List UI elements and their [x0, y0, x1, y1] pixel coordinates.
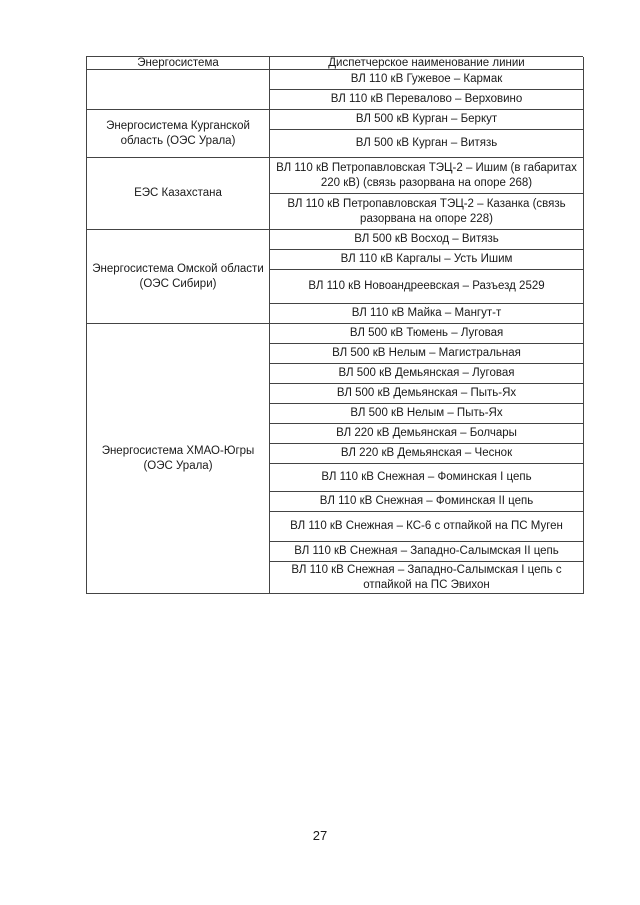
line-name-cell: ВЛ 110 кВ Гужевое – Кармак — [270, 70, 584, 90]
line-name-cell: ВЛ 110 кВ Снежная – Западно-Салымская I цепь с отпайкой на ПС Эвихон — [270, 562, 584, 594]
line-name-cell: ВЛ 110 кВ Петропавловская ТЭЦ-2 – Казанка (связь разорвана на опоре 228) — [270, 194, 584, 230]
energy-system-cell — [87, 70, 270, 110]
line-name-cell: ВЛ 500 кВ Курган – Беркут — [270, 110, 584, 130]
line-name-cell: ВЛ 110 кВ Петропавловская ТЭЦ-2 – Ишим (в габаритах 220 кВ) (связь разорвана на опоре 268) — [270, 158, 584, 194]
line-name-cell: ВЛ 110 кВ Снежная – Фоминская II цепь — [270, 492, 584, 512]
line-name-cell: ВЛ 220 кВ Демьянская – Чеснок — [270, 444, 584, 464]
transmission-lines-table — [86, 56, 583, 594]
table-grid — [87, 57, 583, 594]
line-name-cell: ВЛ 110 кВ Снежная – КС-6 с отпайкой на ПС Муген — [270, 512, 584, 542]
line-name-cell: ВЛ 500 кВ Нелым – Пыть-Ях — [270, 404, 584, 424]
line-name-cell: ВЛ 110 кВ Снежная – Западно-Салымская II цепь — [270, 542, 584, 562]
page-number: 27 — [312, 828, 328, 843]
line-name-cell: ВЛ 110 кВ Каргалы – Усть Ишим — [270, 250, 584, 270]
line-name-cell: ВЛ 500 кВ Курган – Витязь — [270, 130, 584, 158]
line-name-cell: ВЛ 220 кВ Демьянская – Болчары — [270, 424, 584, 444]
line-name-cell: ВЛ 500 кВ Демьянская – Луговая — [270, 364, 584, 384]
energy-system-cell: Энергосистема Курганской область (ОЭС Урала) — [87, 110, 270, 158]
line-name-cell: ВЛ 110 кВ Снежная – Фоминская I цепь — [270, 464, 584, 492]
energy-system-cell: Энергосистема Омской области (ОЭС Сибири) — [87, 230, 270, 324]
line-name-cell: ВЛ 500 кВ Тюмень – Луговая — [270, 324, 584, 344]
line-name-cell: ВЛ 110 кВ Новоандреевская – Разъезд 2529 — [270, 270, 584, 304]
line-name-cell: ВЛ 500 кВ Восход – Витязь — [270, 230, 584, 250]
line-name-cell: ВЛ 500 кВ Демьянская – Пыть-Ях — [270, 384, 584, 404]
line-name-cell: ВЛ 110 кВ Перевалово – Верховино — [270, 90, 584, 110]
energy-system-cell: ЕЭС Казахстана — [87, 158, 270, 230]
energy-system-cell: Энергосистема ХМАО-Югры (ОЭС Урала) — [87, 324, 270, 594]
line-name-cell: ВЛ 110 кВ Майка – Мангут-т — [270, 304, 584, 324]
header-line-name: Диспетчерское наименование линии — [270, 57, 584, 70]
header-energy-system: Энергосистема — [87, 57, 270, 70]
line-name-cell: ВЛ 500 кВ Нелым – Магистральная — [270, 344, 584, 364]
